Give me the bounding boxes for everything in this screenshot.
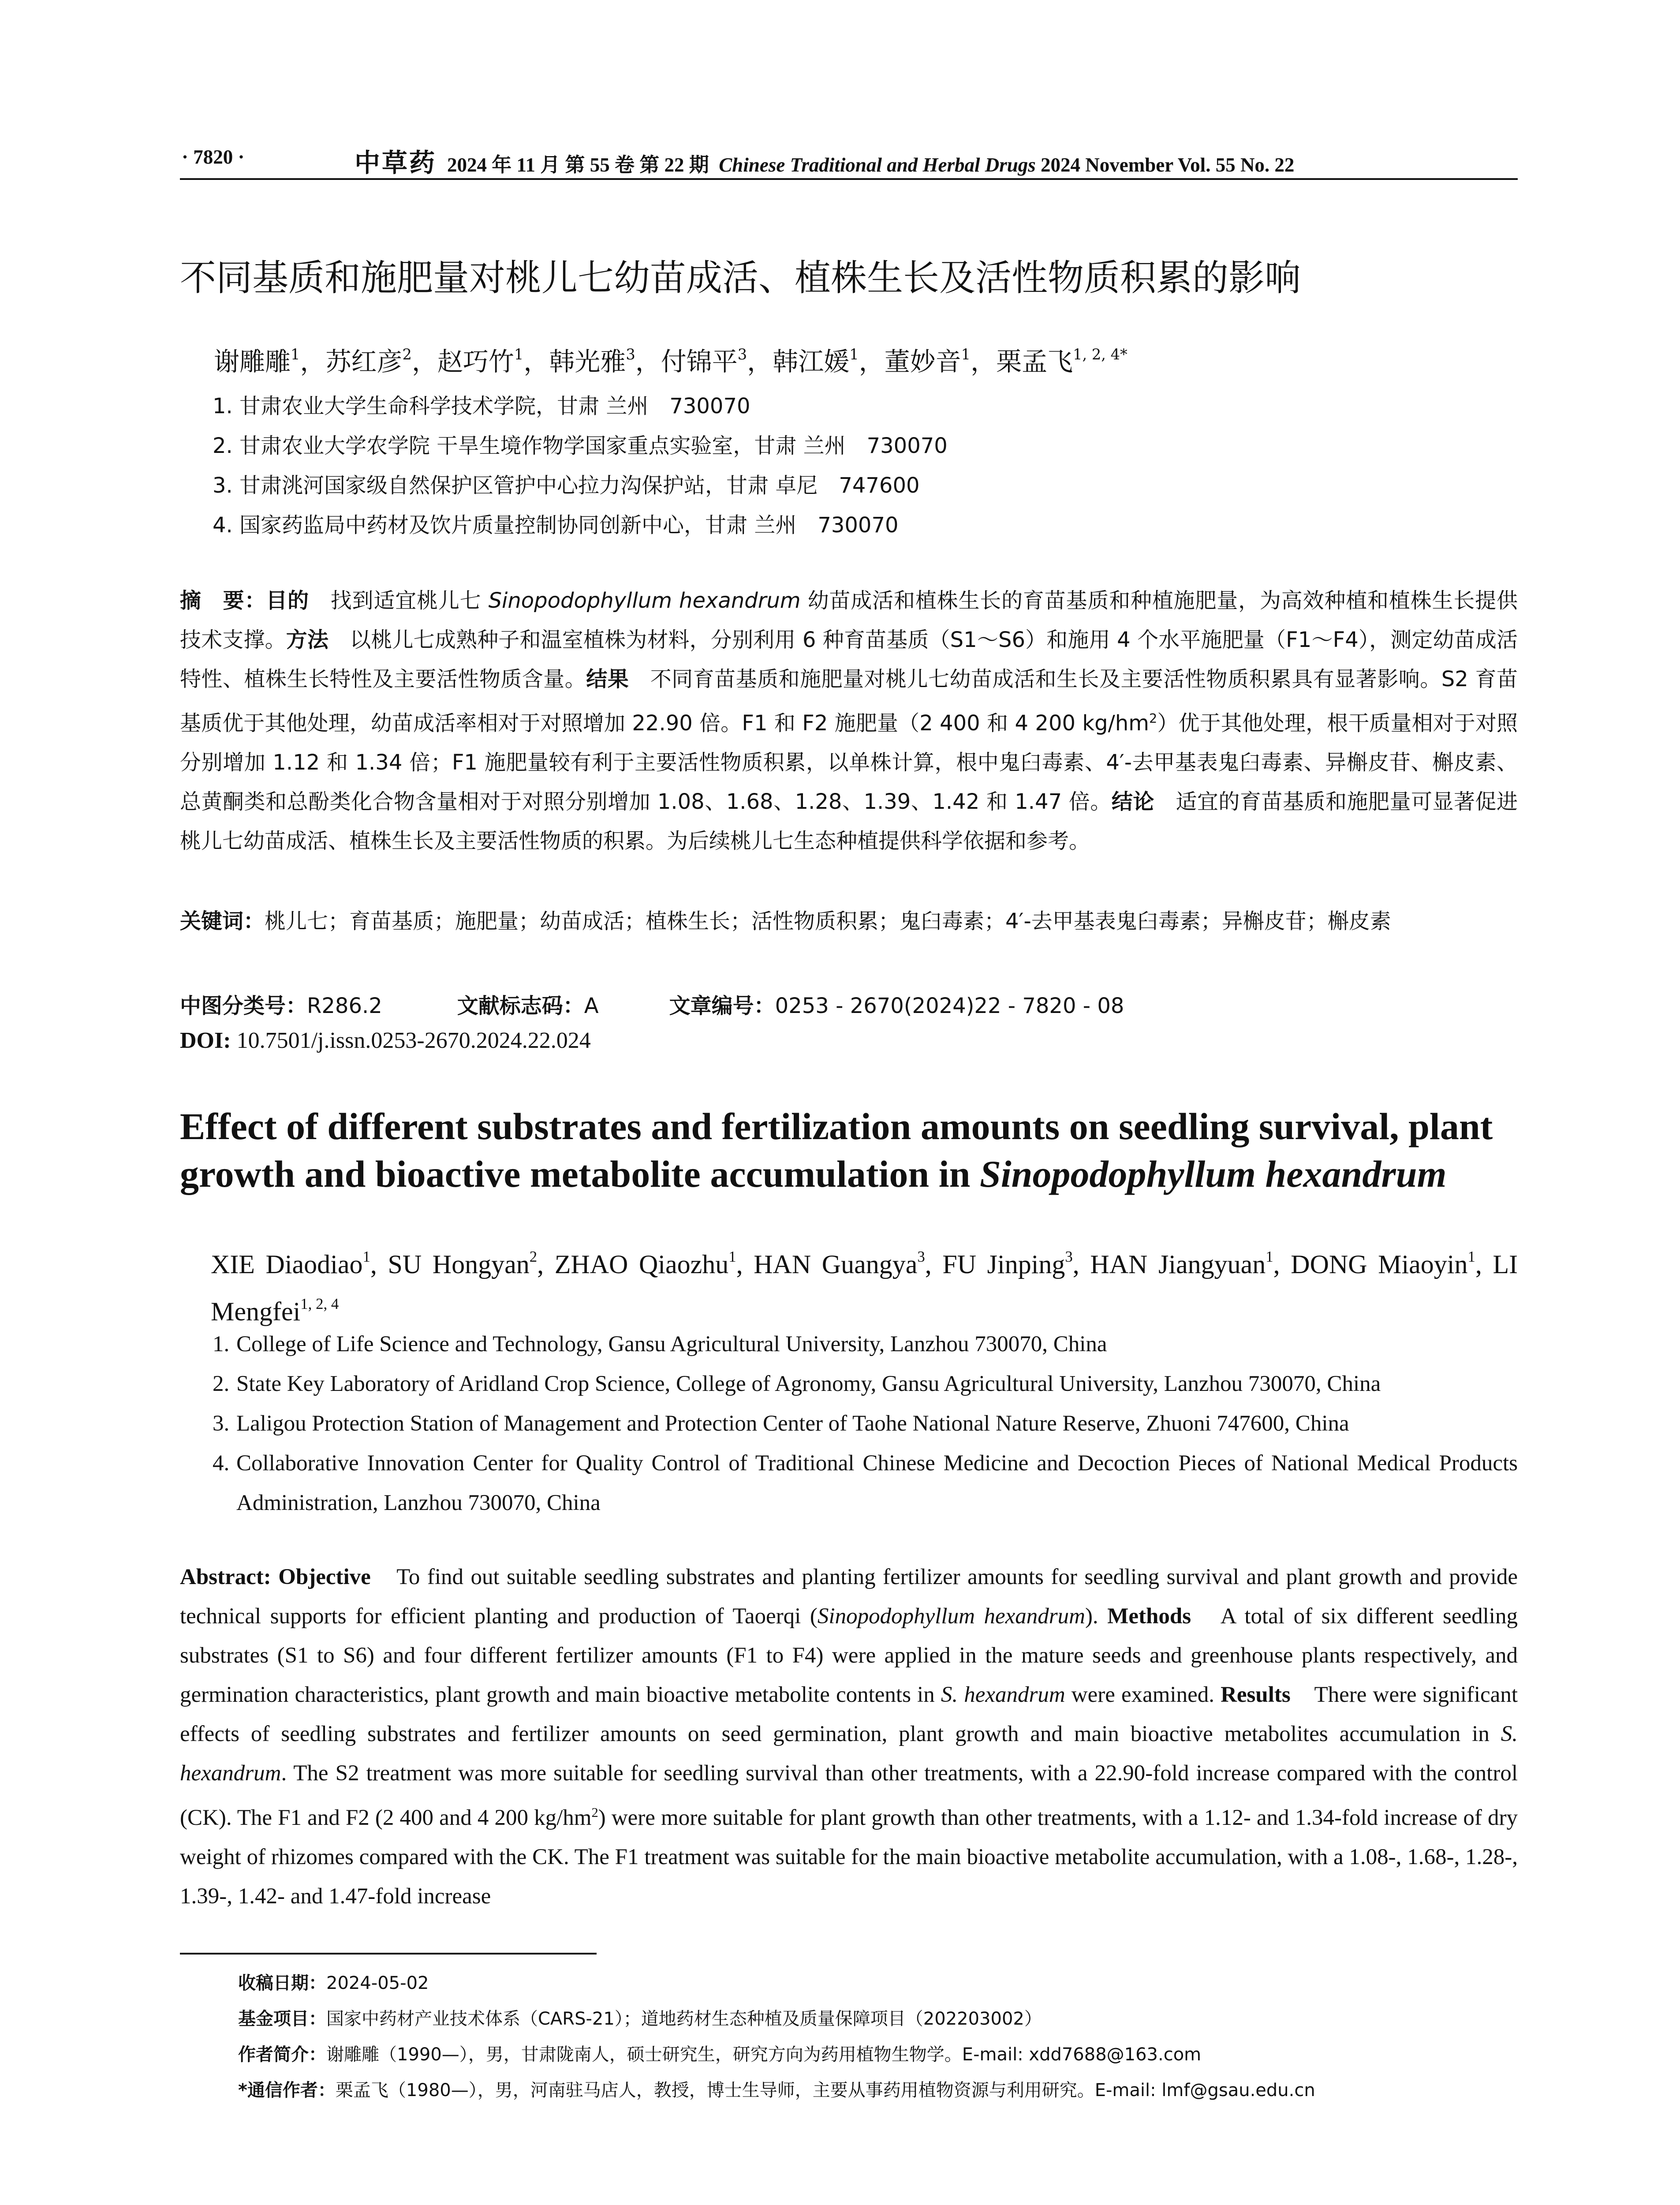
footnote-corresponding: *通信作者：栗孟飞（1980—），男，河南驻马店人，教授，博士生导师，主要从事药用植物资源与利用研究。E-mail: lmf@gsau.edu.cn — [238, 2080, 1315, 2100]
journal-name-en: Chinese Traditional and Herbal Drugs — [719, 154, 1036, 176]
cn-abstract: 摘 要：目的 找到适宜桃儿七 Sinopodophyllum hexandrum 幼苗成活和植株生长的育苗基质和种植施肥量，为高效种植和植株生长提供技术支撑。方法 以桃儿七成熟种子和温室植株为材料，分别利用 6 种育苗基质（S1～S6）和施用 4 个水平施肥量（F1～F4），测定幼苗成活特性、植株生长特性及主要活性物质含量。结果 不同育苗基质和施肥量对桃儿七幼苗成活和生长及主要活性物质积累具有显著影响。S2 育苗基质优于其他处理，幼苗成活率相对于对照增加 22.90 倍。F1 和 F2 施肥量（2 400 和 4 200 $kg/hm^2$）优于其他处理，根干质量相对于对照分别增加 1.12 和 1.34 倍；F1 施肥量较有利于主要活性物质积累，以单株计算，根中鬼臼毒素、4′-去甲基表鬼臼毒素、异槲皮苷、槲皮素、总黄酮类和总酚类化合物含量相对于对照分别增加 1.08、1.68、1.28、1.39、1.42 和 1.47 倍。结论 适宜的育苗基质和施肥量可显著促进桃儿七幼苗成活、植株生长及主要活性物质的积累。为后续桃儿七生态种植提供科学依据和参考。 — [180, 588, 1518, 853]
header-rule — [180, 178, 1518, 180]
cn-abstract-label: 摘 要： — [180, 588, 266, 613]
cn-affiliation: 4. 国家药监局中药材及饮片质量控制协同创新中心，甘肃 兰州 730070 — [213, 513, 899, 538]
en-affiliation: 1. College of Life Science and Technology, Gansu Agricultural University, Lanzhou 730070, China — [213, 1332, 1107, 1357]
footnote-author-bio: 作者简介：谢雕雕（1990—），男，甘肃陇南人，硕士研究生，研究方向为药用植物生物学。E-mail: xdd7688@163.com — [238, 2044, 1202, 2065]
en-affiliation: 4. Collaborative Innovation Center for Quality Control of Traditional Chinese Medicine and Decoction Pieces of National Medical Products Administration, Lanzhou 730070, China — [213, 1451, 1518, 1515]
cn-author: 苏红彦$^2$， — [325, 345, 437, 377]
cn-author: 栗孟飞$^{1, 2, 4*}$ — [996, 345, 1127, 377]
en-affiliation: 3. Laligou Protection Station of Management and Protection Center of Taohe National Nature Reserve, Zhuoni 747600, China — [213, 1411, 1349, 1436]
footnote-received: 收稿日期：2024-05-02 — [238, 1973, 429, 1993]
cn-author: 韩江媛$^1$， — [773, 345, 885, 377]
cn-author: 谢雕雕$^1$， — [214, 345, 326, 377]
en-affiliation: 2. State Key Laboratory of Aridland Crop Science, College of Agronomy, Gansu Agricultural University, Lanzhou 730070, China — [213, 1372, 1381, 1396]
en-author: ZHAO Qiaozhu$^1$, — [554, 1248, 754, 1279]
footnote-rule — [180, 1953, 597, 1955]
journal-name-cn: 中草药 — [355, 149, 437, 177]
en-author: DONG Miaoyin$^1$, — [1291, 1248, 1493, 1279]
cn-keywords: 关键词：桃儿七；育苗基质；施肥量；幼苗成活；植株生长；活性物质积累；鬼臼毒素；4′-去甲基表鬼臼毒素；异槲皮苷；槲皮素 — [180, 909, 1391, 934]
page-number: · 7820 · — [182, 146, 245, 168]
en-author: HAN Guangya$^3$, — [754, 1248, 943, 1279]
cn-affiliation: 1. 甘肃农业大学生命科学技术学院，甘肃 兰州 730070 — [213, 394, 750, 419]
journal-citation — [355, 142, 1294, 179]
cn-title: 不同基质和施肥量对桃儿七幼苗成活、植株生长及活性物质积累的影响 — [180, 257, 1301, 299]
cn-affiliation: 3. 甘肃洮河国家级自然保护区管护中心拉力沟保护站，甘肃 卓尼 747600 — [213, 473, 920, 498]
en-author: XIE Diaodiao$^1$, — [211, 1248, 388, 1279]
cn-classification: 中图分类号：R286.2 文献标志码：A 文章编号：0253 - 2670(2024)22 - 7820 - 08 — [180, 994, 1124, 1018]
en-abstract: Abstract: Objective To find out suitable seedling substrates and planting fertilizer amounts for seedling survival and plant growth and provide technical supports for efficient planting and production of Taoerqi (Sinopodophyllum hexandrum). Methods A total of six different seedling substrates (S1 to S6) and four different fertilizer amounts (F1 to F4) were applied in the mature seeds and greenhouse plants respectively, and germination characteristics, plant growth and main bioactive metabolite contents in S. hexandrum were examined. Results There were significant effects of seedling substrates and fertilizer amounts on seed germination, plant growth and main bioactive metabolites accumulation in S. hexandrum. The S2 treatment was more suitable for seedling survival than other treatments, with a 22.90-fold increase compared with the control (CK). The F1 and F2 (2 400 and 4 200 $kg/hm^2$) were more suitable for plant growth than other treatments, with a 1.12- and 1.34-fold increase of dry weight of rhizomes compared with the CK. The F1 treatment was suitable for the main bioactive metabolite accumulation, with a 1.08-, 1.68-, 1.28-, 1.39-, 1.42- and 1.47-fold increase — [180, 1565, 1518, 1909]
cn-affiliation: 2. 甘肃农业大学农学院 干旱生境作物学国家重点实验室，甘肃 兰州 730070 — [213, 434, 948, 458]
cn-author: 韩光雅$^3$， — [549, 345, 661, 377]
running-header — [182, 142, 1518, 177]
en-author: LI Mengfei$^{1, 2, 4}$ — [211, 1250, 1518, 1327]
footnote-funding: 基金项目：国家中药材产业技术体系（CARS-21）；道地药材生态种植及质量保障项目（202203002） — [238, 2009, 1042, 2029]
cn-authors — [214, 341, 1127, 378]
en-authors — [211, 1237, 1518, 1331]
en-author: HAN Jiangyuan$^1$, — [1090, 1248, 1291, 1279]
cn-author: 赵巧竹$^1$， — [437, 345, 549, 377]
doi: DOI: 10.7501/j.issn.0253-2670.2024.22.024 — [180, 1028, 591, 1053]
cn-author: 董妙音$^1$， — [884, 345, 997, 377]
issue-cn: 2024 年 11 月 第 55 卷 第 22 期 — [447, 154, 709, 176]
en-author: FU Jinping$^3$, — [942, 1248, 1090, 1279]
issue-en: 2024 November Vol. 55 No. 22 — [1041, 154, 1295, 176]
en-title: Effect of different substrates and fertilization amounts on seedling survival, plant growth and bioactive metabolite accumulation in Sinopodophyllum hexandrum — [180, 1105, 1493, 1195]
cn-author: 付锦平$^3$， — [661, 345, 773, 377]
en-author: SU Hongyan$^2$, — [388, 1248, 555, 1279]
